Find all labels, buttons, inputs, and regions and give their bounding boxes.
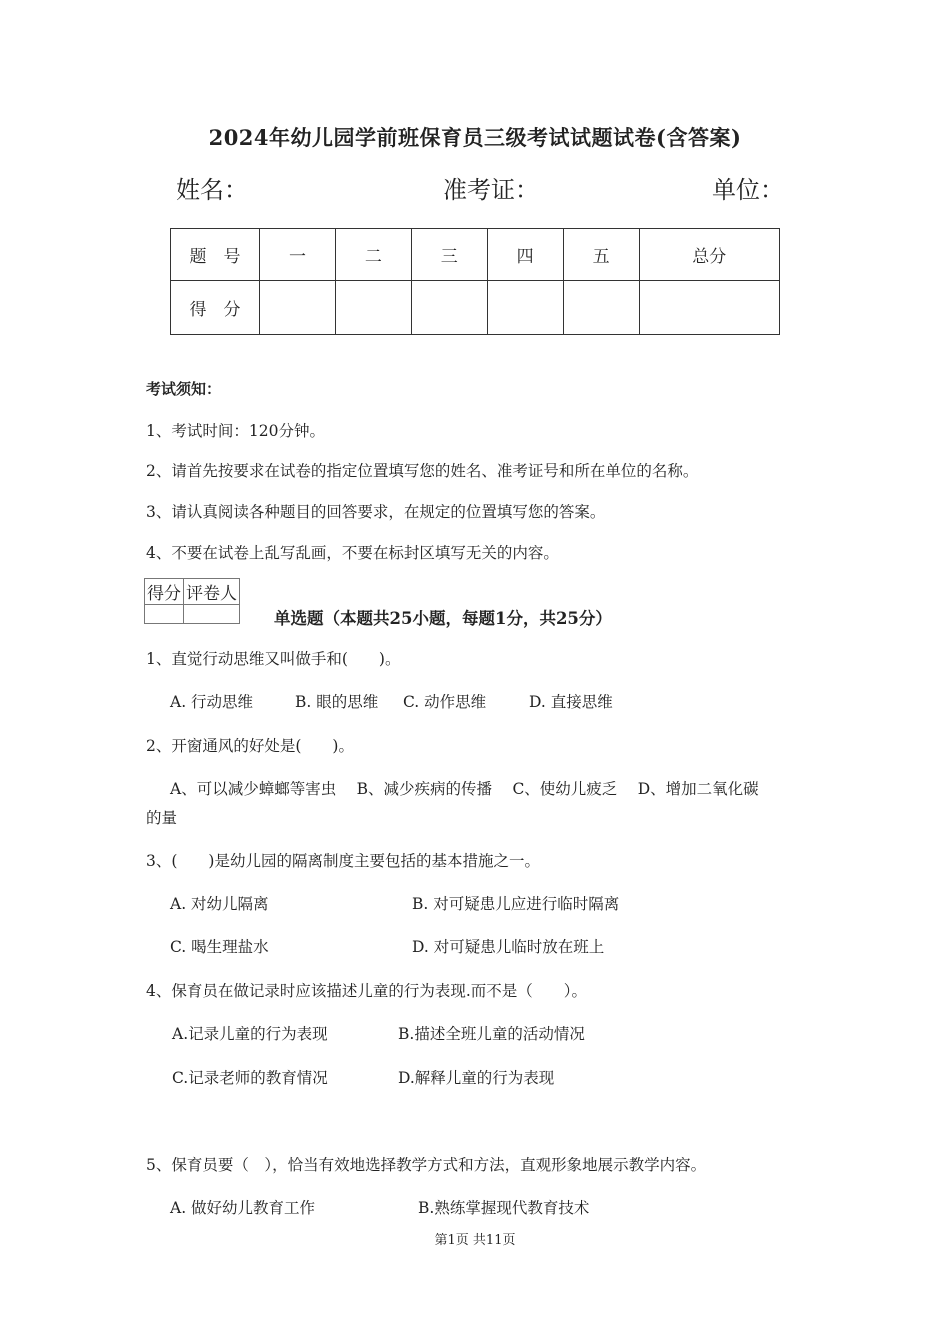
options-continuation: 的量	[146, 809, 178, 827]
section-title: 单选题（本题共25小题，每题1分，共25分）	[274, 609, 612, 628]
question-stem: 5、保育员要（ ），恰当有效地选择教学方式和方法，直观形象地展示教学内容。	[146, 1156, 707, 1174]
score-input-cell[interactable]	[639, 281, 779, 335]
option: C. 动作思维	[403, 693, 487, 711]
option: B. 眼的思维	[295, 693, 379, 711]
question-stem: 2、开窗通风的好处是( )。	[146, 737, 354, 755]
page-number: 第1页 共11页	[434, 1233, 516, 1248]
score-table-header-row	[171, 229, 780, 281]
grader-name-label: 评卷人	[184, 579, 240, 605]
unit-field-label: 单位：	[712, 176, 784, 204]
option: B.熟练掌握现代教育技术	[418, 1199, 590, 1217]
exam-title: 2024年幼儿园学前班保育员三级考试试题试卷(含答案)	[208, 125, 742, 150]
score-input-cell[interactable]	[563, 281, 639, 335]
notice-item: 2、请首先按要求在试卷的指定位置填写您的姓名、准考证号和所在单位的名称。	[146, 462, 699, 480]
option: B.描述全班儿童的活动情况	[398, 1025, 585, 1043]
option: A. 对幼儿隔离	[170, 895, 269, 913]
name-field-label: 姓名：	[176, 176, 248, 204]
header-cell: 一	[260, 229, 336, 281]
grader-score-label: 得分	[145, 579, 184, 605]
notice-item: 3、请认真阅读各种题目的回答要求，在规定的位置填写您的答案。	[146, 503, 606, 521]
header-cell: 二	[335, 229, 411, 281]
score-input-cell[interactable]	[411, 281, 487, 335]
exam-number-field-label: 准考证：	[443, 176, 539, 204]
header-cell: 三	[411, 229, 487, 281]
grader-name-cell[interactable]	[184, 605, 240, 624]
question-stem: 3、( )是幼儿园的隔离制度主要包括的基本措施之一。	[146, 852, 540, 870]
grader-box	[144, 578, 240, 624]
score-input-cell[interactable]	[487, 281, 563, 335]
notice-item: 1、考试时间：120分钟。	[146, 422, 325, 440]
option: A.记录儿童的行为表现	[172, 1025, 328, 1043]
option: D. 直接思维	[529, 693, 613, 711]
option: D.解释儿童的行为表现	[398, 1069, 555, 1087]
option: C.记录老师的教育情况	[172, 1069, 328, 1087]
option: C. 喝生理盐水	[170, 938, 269, 956]
header-cell: 总分	[639, 229, 779, 281]
header-cell: 五	[563, 229, 639, 281]
header-cell: 四	[487, 229, 563, 281]
score-table-score-row	[171, 281, 780, 335]
score-table	[170, 228, 780, 335]
row-label-cell: 得 分	[171, 281, 260, 335]
options-line: A、可以减少蟑螂等害虫 B、减少疾病的传播 C、使幼儿疲乏 D、增加二氧化碳	[170, 780, 759, 798]
score-input-cell[interactable]	[335, 281, 411, 335]
option: B. 对可疑患儿应进行临时隔离	[412, 895, 620, 913]
option: D. 对可疑患儿临时放在班上	[412, 938, 605, 956]
header-cell: 题 号	[171, 229, 260, 281]
grader-score-cell[interactable]	[145, 605, 184, 624]
score-input-cell[interactable]	[260, 281, 336, 335]
notice-heading: 考试须知：	[146, 380, 222, 398]
option: A. 做好幼儿教育工作	[170, 1199, 316, 1217]
question-stem: 1、直觉行动思维又叫做手和( )。	[146, 650, 401, 668]
option: A. 行动思维	[170, 693, 254, 711]
question-stem: 4、保育员在做记录时应该描述儿童的行为表现.而不是（ ）。	[146, 982, 588, 1000]
notice-item: 4、不要在试卷上乱写乱画，不要在标封区填写无关的内容。	[146, 544, 559, 562]
